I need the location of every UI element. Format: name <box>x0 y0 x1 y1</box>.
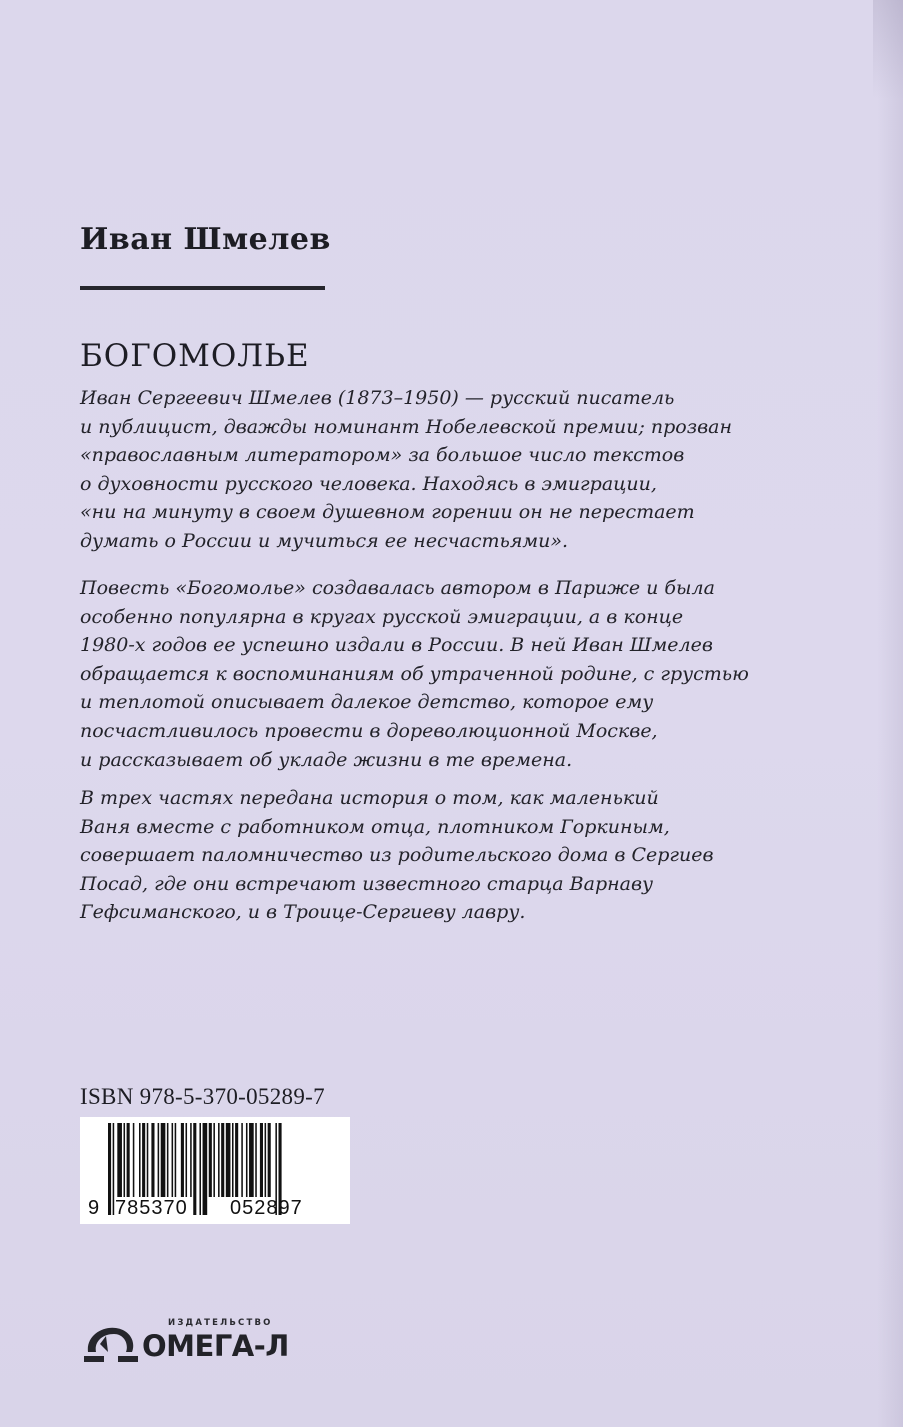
omega-l-logo-icon <box>82 1322 140 1368</box>
barcode-first-digit: 9 <box>88 1197 101 1219</box>
paragraph-line: Посад, где они встречают известного старца Варнаву <box>80 872 654 895</box>
publisher-small-label: ИЗДАТЕЛЬСТВО <box>168 1318 273 1328</box>
paragraph-line: и рассказывает об укладе жизни в те времена. <box>80 748 573 771</box>
paragraph-line: «православным литератором» за большое число текстов <box>80 444 685 467</box>
paragraph-line: «ни на минуту в своем душевном горении он не перестает <box>80 501 695 524</box>
description-paragraph-3 <box>80 784 780 927</box>
description-paragraph-2 <box>80 574 780 774</box>
cover-edge-shading <box>877 0 903 1427</box>
paragraph-line: В трех частях передана история о том, как маленький <box>80 787 659 809</box>
publisher-name: ОМЕГА-Л <box>142 1329 289 1363</box>
paragraph-line: думать о России и мучиться ее несчастьями». <box>80 529 569 552</box>
paragraph-line: и теплотой описывает далекое детство, которое ему <box>80 691 654 714</box>
paragraph-line: Ваня вместе с работником отца, плотником Горкиным, <box>80 815 670 838</box>
paragraph-line: и публицист, дважды номинант Нобелевской премии; прозван <box>80 415 733 438</box>
paragraph-line: обращается к воспоминаниям об утраченной родине, с грустью <box>80 662 749 685</box>
paragraph-line: Повесть «Богомолье» создавалась автором в Париже и была <box>80 577 715 599</box>
paragraph-line: Иван Сергеевич Шмелев (1873–1950) — русский писатель <box>80 387 675 409</box>
description-paragraph-1 <box>80 384 780 556</box>
barcode-right-digits: 052897 <box>230 1197 303 1219</box>
cover-corner-shading <box>873 0 903 100</box>
paragraph-line: Гефсиманского, и в Троице-Сергиеву лавру. <box>80 901 526 924</box>
paragraph-line: 1980-х годов ее успешно издали в России. В ней Иван Шмелев <box>80 634 713 657</box>
paragraph-line: совершает паломничество из родительского дома в Сергиев <box>80 844 714 867</box>
book-title: БОГОМОЛЬЕ <box>80 338 310 374</box>
paragraph-line: о духовности русского человека. Находясь в эмиграции, <box>80 472 657 495</box>
paragraph-line: особенно популярна в кругах русской эмиграции, а в конце <box>80 605 684 628</box>
barcode-left-digits: 785370 <box>115 1197 188 1219</box>
publisher-logo <box>82 1318 302 1374</box>
paragraph-line: посчастливилось провести в дореволюционной Москве, <box>80 719 658 742</box>
author-name: Иван Шмелев <box>80 222 331 257</box>
isbn-barcode <box>80 1117 350 1224</box>
author-underline-divider <box>80 286 325 290</box>
isbn-number: ISBN 978-5-370-05289-7 <box>80 1084 325 1109</box>
